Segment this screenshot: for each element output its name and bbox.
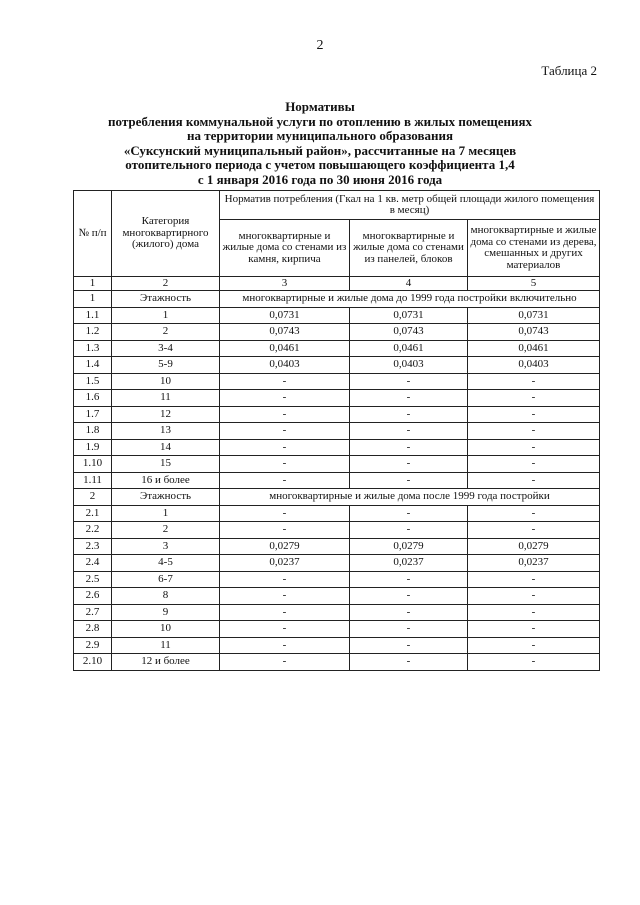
row-value: - xyxy=(468,588,600,605)
row-num: 2.8 xyxy=(74,621,112,638)
row-floors: 10 xyxy=(112,621,220,638)
row-value: - xyxy=(350,373,468,390)
table-row xyxy=(74,423,600,440)
row-value: - xyxy=(350,654,468,671)
row-value: 0,0731 xyxy=(468,307,600,324)
row-value: - xyxy=(468,621,600,638)
table-row xyxy=(74,373,600,390)
row-num: 1.10 xyxy=(74,456,112,473)
row-floors: 4-5 xyxy=(112,555,220,572)
row-num: 2.2 xyxy=(74,522,112,539)
table-row xyxy=(74,505,600,522)
row-value: 0,0279 xyxy=(468,538,600,555)
section-category: Этажность xyxy=(112,489,220,506)
row-value: - xyxy=(350,522,468,539)
row-floors: 12 xyxy=(112,406,220,423)
row-value: - xyxy=(350,505,468,522)
table-row xyxy=(74,390,600,407)
row-value: 0,0403 xyxy=(468,357,600,374)
row-value: 0,0279 xyxy=(220,538,350,555)
row-value: - xyxy=(468,505,600,522)
table-row xyxy=(74,555,600,572)
row-num: 1.1 xyxy=(74,307,112,324)
row-floors: 5-9 xyxy=(112,357,220,374)
document-heading xyxy=(0,100,640,188)
row-value: - xyxy=(350,390,468,407)
row-value: - xyxy=(350,439,468,456)
row-floors: 10 xyxy=(112,373,220,390)
row-num: 1.3 xyxy=(74,340,112,357)
row-value: - xyxy=(350,406,468,423)
row-value: - xyxy=(220,456,350,473)
header-norm: Норматив потребления (Гкал на 1 кв. метр общей площади жилого помещения в месяц) xyxy=(220,191,600,220)
row-value: 0,0461 xyxy=(220,340,350,357)
row-num: 2.9 xyxy=(74,637,112,654)
heading-line: отопительного периода с учетом повышающего коэффициента 1,4 xyxy=(125,157,515,173)
row-value: - xyxy=(220,588,350,605)
row-value: 0,0731 xyxy=(220,307,350,324)
row-value: - xyxy=(220,439,350,456)
row-value: - xyxy=(468,637,600,654)
row-value: - xyxy=(468,571,600,588)
table-row xyxy=(74,340,600,357)
index-cell: 2 xyxy=(112,277,220,291)
row-value: 0,0743 xyxy=(220,324,350,341)
row-value: - xyxy=(350,456,468,473)
section-title: многоквартирные и жилые дома до 1999 года постройки включительно xyxy=(220,291,600,308)
table-row xyxy=(74,406,600,423)
row-floors: 11 xyxy=(112,390,220,407)
row-num: 1.6 xyxy=(74,390,112,407)
row-num: 2.5 xyxy=(74,571,112,588)
row-value: - xyxy=(468,604,600,621)
row-value: 0,0403 xyxy=(220,357,350,374)
header-stone-brick: многоквартирные и жилые дома со стенами из камня, кирпича xyxy=(220,220,350,277)
heading-line: Нормативы xyxy=(285,99,355,114)
row-value: - xyxy=(468,439,600,456)
row-num: 1.7 xyxy=(74,406,112,423)
section-category: Этажность xyxy=(112,291,220,308)
row-value: - xyxy=(350,588,468,605)
row-value: - xyxy=(220,373,350,390)
row-value: 0,0731 xyxy=(350,307,468,324)
table-row xyxy=(74,439,600,456)
row-floors: 15 xyxy=(112,456,220,473)
row-floors: 9 xyxy=(112,604,220,621)
heading-line: потребления коммунальной услуги по отоплению в жилых помещениях xyxy=(108,113,532,129)
row-value: - xyxy=(468,472,600,489)
row-value: 0,0461 xyxy=(350,340,468,357)
row-floors: 1 xyxy=(112,505,220,522)
row-floors: 3-4 xyxy=(112,340,220,357)
row-value: - xyxy=(220,505,350,522)
row-floors: 2 xyxy=(112,522,220,539)
norms-table xyxy=(73,190,600,671)
heading-line: на территории муниципального образования xyxy=(186,128,454,144)
row-value: - xyxy=(220,621,350,638)
table-row xyxy=(74,604,600,621)
table-row xyxy=(74,621,600,638)
row-num: 1.11 xyxy=(74,472,112,489)
row-num: 2.7 xyxy=(74,604,112,621)
table-row xyxy=(74,538,600,555)
row-value: - xyxy=(350,604,468,621)
row-value: - xyxy=(350,637,468,654)
row-floors: 1 xyxy=(112,307,220,324)
row-value: - xyxy=(468,406,600,423)
table-row xyxy=(74,571,600,588)
section-title: многоквартирные и жилые дома после 1999 года постройки xyxy=(220,489,600,506)
row-value: - xyxy=(220,406,350,423)
row-num: 1.8 xyxy=(74,423,112,440)
section-row xyxy=(74,291,600,308)
row-num: 1.2 xyxy=(74,324,112,341)
row-value: - xyxy=(220,423,350,440)
row-value: - xyxy=(220,654,350,671)
row-num: 1.9 xyxy=(74,439,112,456)
table-row xyxy=(74,456,600,473)
row-floors: 14 xyxy=(112,439,220,456)
row-value: - xyxy=(350,621,468,638)
row-num: 2.4 xyxy=(74,555,112,572)
row-num: 1.4 xyxy=(74,357,112,374)
table-row xyxy=(74,472,600,489)
row-value: 0,0743 xyxy=(468,324,600,341)
row-value: - xyxy=(220,604,350,621)
row-floors: 13 xyxy=(112,423,220,440)
row-num: 2.6 xyxy=(74,588,112,605)
row-value: - xyxy=(220,522,350,539)
row-value: 0,0237 xyxy=(220,555,350,572)
table-row xyxy=(74,588,600,605)
table-row xyxy=(74,324,600,341)
row-value: 0,0743 xyxy=(350,324,468,341)
row-value: 0,0279 xyxy=(350,538,468,555)
index-cell: 3 xyxy=(220,277,350,291)
row-num: 2.1 xyxy=(74,505,112,522)
section-row xyxy=(74,489,600,506)
row-value: - xyxy=(468,654,600,671)
row-floors: 2 xyxy=(112,324,220,341)
row-value: - xyxy=(220,390,350,407)
row-value: - xyxy=(350,571,468,588)
row-value: - xyxy=(220,637,350,654)
row-value: - xyxy=(468,390,600,407)
header-panels-blocks: многоквартирные и жилые дома со стенами из панелей, блоков xyxy=(350,220,468,277)
row-value: 0,0403 xyxy=(350,357,468,374)
row-value: - xyxy=(220,571,350,588)
header-num: № п/п xyxy=(74,191,112,277)
section-num: 2 xyxy=(74,489,112,506)
row-floors: 12 и более xyxy=(112,654,220,671)
row-value: - xyxy=(350,423,468,440)
table-row xyxy=(74,307,600,324)
row-floors: 3 xyxy=(112,538,220,555)
row-floors: 16 и более xyxy=(112,472,220,489)
heading-line: «Суксунский муниципальный район», рассчитанные на 7 месяцев xyxy=(123,142,517,158)
table-row xyxy=(74,357,600,374)
page-number: 2 xyxy=(316,38,324,53)
section-num: 1 xyxy=(74,291,112,308)
row-value: - xyxy=(468,522,600,539)
table-row xyxy=(74,654,600,671)
row-floors: 8 xyxy=(112,588,220,605)
table-row xyxy=(74,522,600,539)
table-body xyxy=(74,291,600,671)
row-floors: 11 xyxy=(112,637,220,654)
table-row xyxy=(74,637,600,654)
header-wood-mixed: многоквартирные и жилые дома со стенами из дерева, смешанных и других материалов xyxy=(468,220,600,277)
heading-line: с 1 января 2016 года по 30 июня 2016 года xyxy=(197,171,443,187)
row-num: 2.3 xyxy=(74,538,112,555)
index-cell: 4 xyxy=(350,277,468,291)
row-value: 0,0237 xyxy=(350,555,468,572)
header-category: Категория многоквартирного (жилого) дома xyxy=(112,191,220,277)
index-cell: 5 xyxy=(468,277,600,291)
row-value: 0,0237 xyxy=(468,555,600,572)
row-value: - xyxy=(468,373,600,390)
table-label: Таблица 2 xyxy=(541,63,597,78)
row-floors: 6-7 xyxy=(112,571,220,588)
row-value: - xyxy=(468,456,600,473)
row-num: 2.10 xyxy=(74,654,112,671)
row-value: - xyxy=(350,472,468,489)
row-value: - xyxy=(468,423,600,440)
row-value: 0,0461 xyxy=(468,340,600,357)
index-cell: 1 xyxy=(74,277,112,291)
row-value: - xyxy=(220,472,350,489)
row-num: 1.5 xyxy=(74,373,112,390)
